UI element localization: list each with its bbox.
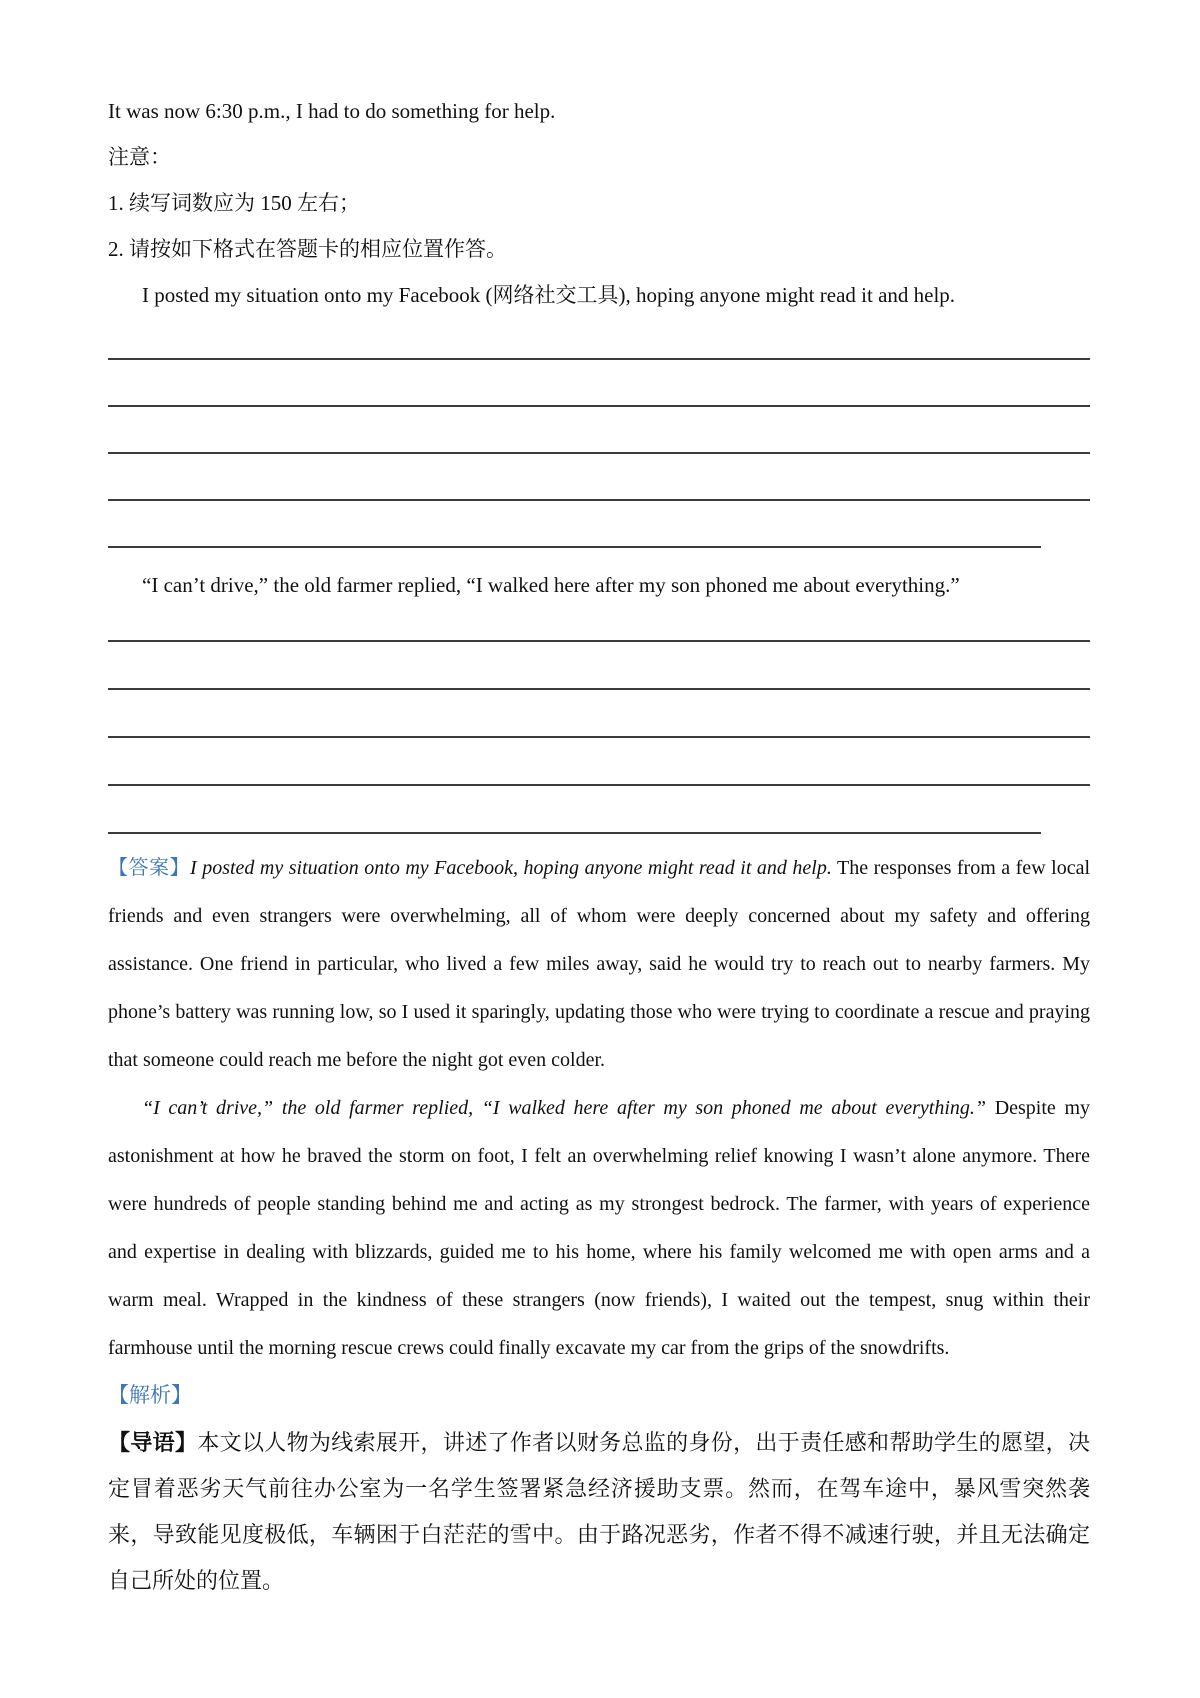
lead-in-text: 本文以人物为线索展开，讲述了作者以财务总监的身份，出于责任感和帮助学生的愿望，决定冒着恶劣天气前往办公室为一名学生签署紧急经济援助支票。然而，在驾车途中，暴风雪突然袭来，导致能见度极低，车辆困于白茫茫的雪中。由于路况恶劣，作者不得不减速行驶，并且无法确定自己所处的位置。 bbox=[108, 1430, 1090, 1593]
story-last-sentence: It was now 6:30 p.m., I had to do something for help. bbox=[108, 99, 556, 123]
writing-lines-group-2 bbox=[108, 640, 1090, 834]
answer-paragraph-1-italic-lead: I posted my situation onto my Facebook, hoping anyone might read it and help. bbox=[190, 857, 832, 879]
writing-line bbox=[108, 688, 1090, 690]
answer-label: 【答案】 bbox=[108, 857, 191, 879]
answer-section bbox=[108, 844, 1090, 1372]
answer-paragraph-2-italic-lead: “I can’t drive,” the old farmer replied, “I walked here after my son phoned me about everything.” bbox=[142, 1097, 987, 1119]
analysis-label: 【解析】 bbox=[108, 1383, 192, 1407]
writing-line bbox=[108, 452, 1090, 454]
writing-line bbox=[108, 640, 1090, 642]
continuation-prompt-1: I posted my situation onto my Facebook (网络社交工具), hoping anyone might read it and help. bbox=[142, 283, 956, 307]
notice-item-1: 1. 续写词数应为 150 左右； bbox=[108, 191, 360, 215]
writing-line bbox=[108, 784, 1090, 786]
notice-label: 注意： bbox=[108, 145, 171, 169]
answer-paragraph-1-body: The responses from a few local friends and even strangers were overwhelming, all of whom were deeply concerned about my safety and offering assistance. One friend in particular, who lived a few miles away, said he would try to reach out to nearby farmers. My phone’s battery was running low, so I used it sparingly, updating those who were trying to coordinate a rescue and praying that someone could reach me before the night got even colder. bbox=[108, 857, 1091, 1071]
notice-item-2: 2. 请按如下格式在答题卡的相应位置作答。 bbox=[108, 237, 507, 261]
continuation-prompt-2: “I can’t drive,” the old farmer replied, “I walked here after my son phoned me about everything.” bbox=[142, 573, 960, 597]
writing-line-short bbox=[108, 832, 1041, 834]
writing-line bbox=[108, 358, 1090, 360]
lead-in-paragraph bbox=[108, 1420, 1090, 1604]
lead-in-label: 【导语】 bbox=[108, 1430, 198, 1455]
writing-line bbox=[108, 405, 1090, 407]
writing-lines-group-1 bbox=[108, 358, 1090, 548]
writing-line-short bbox=[108, 546, 1041, 548]
writing-line bbox=[108, 499, 1090, 501]
writing-line bbox=[108, 736, 1090, 738]
answer-paragraph-2 bbox=[108, 1084, 1090, 1372]
answer-paragraph-2-body: Despite my astonishment at how he braved the storm on foot, I felt an overwhelming relief knowing I wasn’t alone anymore. There were hundreds of people standing behind me and acting as my strongest bedrock. The farmer, with years of experience and expertise in dealing with blizzards, guided me to his home, where his family welcomed me with open arms and a warm meal. Wrapped in the kindness of these strangers (now friends), I waited out the tempest, snug within their farmhouse until the morning rescue crews could finally excavate my car from the grips of the snowdrifts. bbox=[108, 1097, 1091, 1359]
answer-paragraph-1 bbox=[108, 844, 1090, 1084]
